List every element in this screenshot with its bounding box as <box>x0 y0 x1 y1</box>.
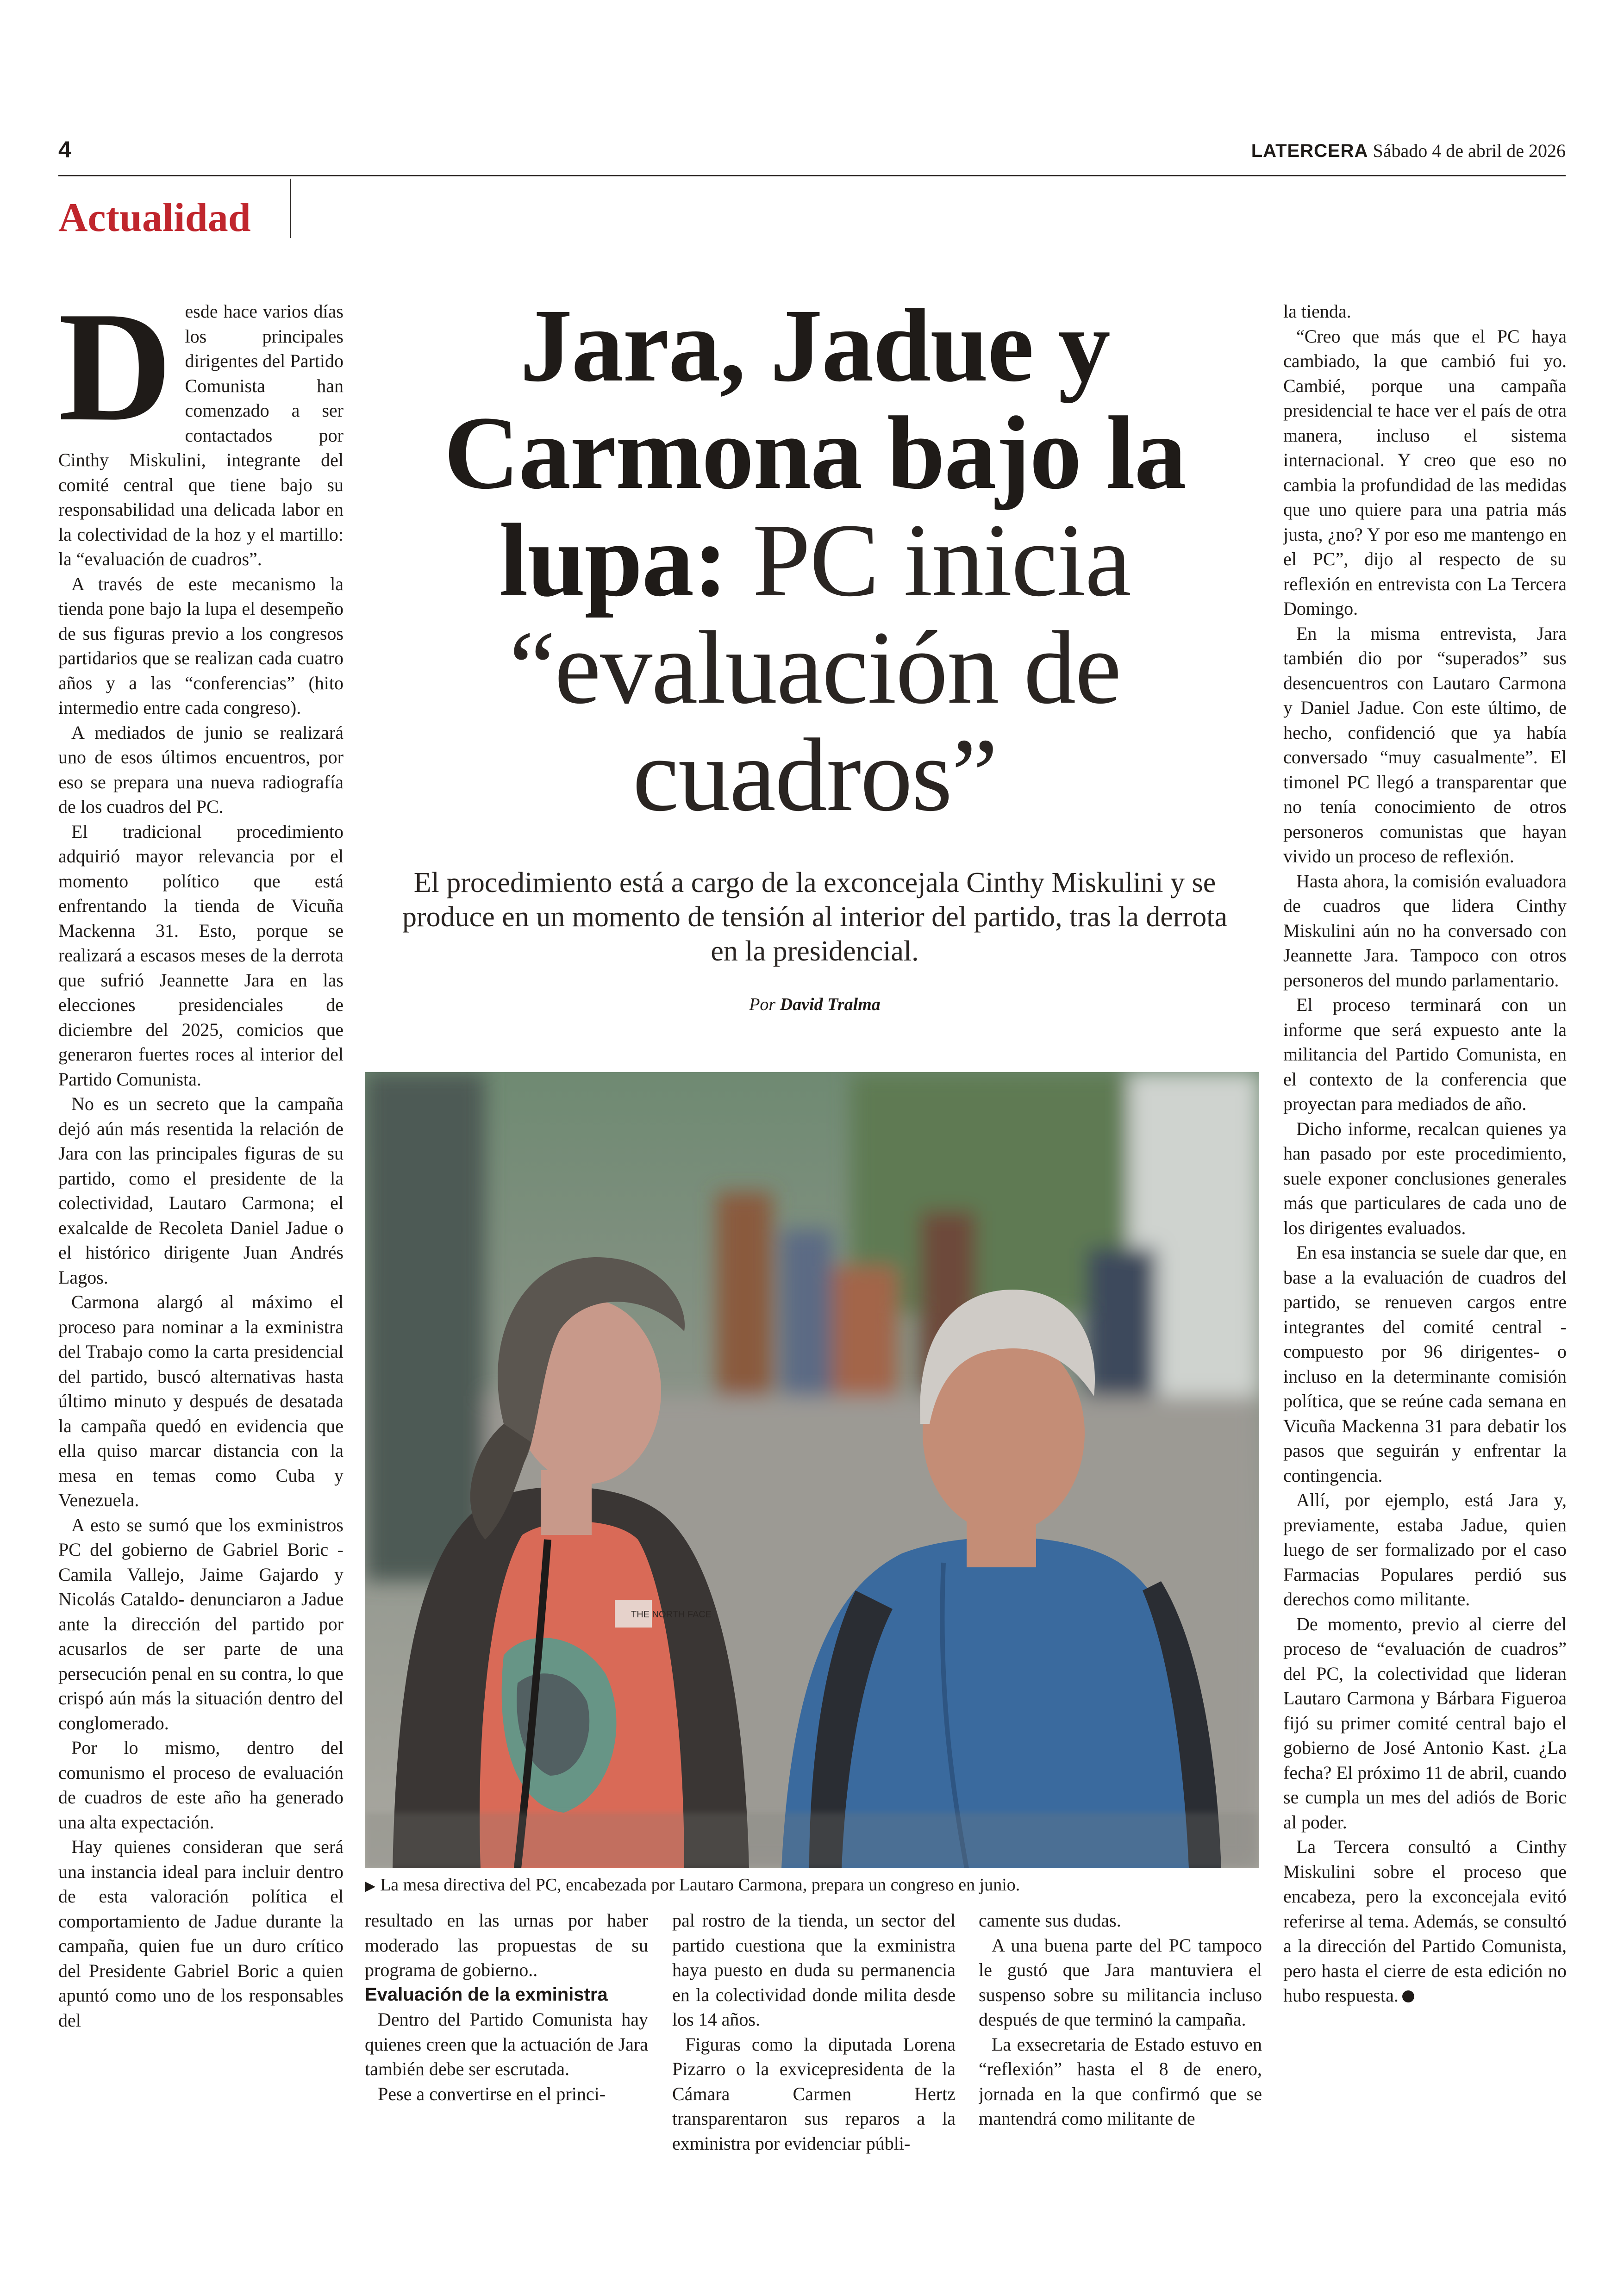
brand-name: LATERCERA <box>1251 141 1368 161</box>
paragraph-final <box>1283 1834 1567 2008</box>
byline <box>370 994 1259 1015</box>
final-paragraph-text: La Tercera consultó a Cinthy Miskulini sobre el proceso que encabeza, pero la exconcejala evitó referirse al tema. Además, se consultó a la dirección del Partido Comunista, pero hasta el cierre de esta edición no hubo respuesta. <box>1283 1836 1567 2006</box>
headline-light: PC inicia “evaluación de cuadros” <box>509 502 1131 833</box>
paragraph: A través de este mecanismo la tienda pone bajo la lupa el desempeño de sus figuras previo a los congresos partidarios que se realizan cada cuatro años y a las “conferencias” (hito intermedio entre cada congreso). <box>58 573 344 718</box>
paragraph: El tradicional procedimiento adquirió mayor relevancia por el momento político que está enfrentando la tienda de Vicuña Mackenna 31. Esto, porque se realizará a escasos meses de la derrota que sufrió Jeannette Jara en las elecciones presidenciales de diciembre del 2025, comicios que generaron fuertes roces al interior del Partido Comunista. <box>58 821 344 1090</box>
photo-vignette <box>365 1813 1259 1868</box>
article-column-5 <box>1283 299 1567 2180</box>
article-photo <box>365 1072 1259 1868</box>
article-column-2 <box>365 1908 648 2181</box>
paragraph: El proceso terminará con un informe que será expuesto ante la militancia del Partido Comunista, en el contexto de la conferencia que proyectan para mediados de año. <box>1283 994 1567 1114</box>
paragraph: Pese a convertirse en el princi- <box>378 2083 606 2104</box>
paragraph: Hasta ahora, la comisión evaluadora de cuadros que lidera Cinthy Miskulini aún no ha conversado con Jeannette Jara. Tampoco con otros personeros del mundo parlamentario. <box>1283 870 1567 991</box>
shirt-logo-text: THE NORTH FACE <box>631 1609 712 1620</box>
headline-bold: Jara, Jadue y Carmona bajo la lupa: <box>443 287 1186 618</box>
article-column-3 <box>672 1908 956 2181</box>
paragraph: La exsecretaria de Estado estuvo en “reflexión” hasta el 8 de enero, jornada en la que confirmó que se mantendrá como militante de <box>979 2033 1262 2129</box>
paragraph: la tienda. <box>1283 301 1351 322</box>
header-rule <box>58 175 1566 176</box>
paragraph: A una buena parte del PC tampoco le gustó que Jara mantuviera el suspenso sobre su militancia incluso después de que terminó la campaña. <box>979 1934 1262 2030</box>
end-of-article-icon <box>1402 1990 1414 2002</box>
paragraph: En la misma entrevista, Jara también dio por “superados” sus desencuentros con Lautaro Carmona y Daniel Jadue. Con este último, de hecho, confidenció que ya había conversado “muy casualmente”. El timonel PC llegó a transparentar que no tenía conocimiento de otros personeros comunistas que hayan vivido un proceso de reflexión. <box>1283 623 1567 867</box>
caption-text: La mesa directiva del PC, encabezada por Lautaro Carmona, prepara un congreso en junio. <box>380 1875 1020 1895</box>
paragraph: pal rostro de la tienda, un sector del partido cuestiona que la exministra haya puesto en duda su permanencia en la colectividad donde milita desde los 14 años. <box>672 1910 956 2030</box>
byline-prefix: Por <box>749 995 776 1014</box>
headline <box>370 287 1259 833</box>
paragraph: A esto se sumó que los exministros PC del gobierno de Gabriel Boric -Camila Vallejo, Jaime Gajardo y Nicolás Cataldo- denunciaron a Jadue ante la dirección del partido por acusarlos de ser parte de una persecución penal en su contra, lo que crispó aún más la situación dentro del conglomerado. <box>58 1514 344 1734</box>
paragraph: En esa instancia se suele dar que, en base a la evaluación de cuadros del partido, se renueven cargos entre integrantes del comité central -compuesto por 96 dirigentes- o incluso en la determinante comisión política, que se reúne cada semana en Vicuña Mackenna 31 para debatir los pasos que seguirán y enfrentar la contingencia. <box>1283 1242 1567 1486</box>
section-divider <box>290 179 291 238</box>
paragraph: esde hace varios días los principales dirigentes del Partido Comunista han comenzado a ser contactados por Cinthy Miskulini, integrante del comité central que tiene bajo su responsabilidad una delicada labor en la colectividad de la hoz y el martillo: la “evaluación de cuadros”. <box>58 301 344 569</box>
masthead <box>1251 140 1566 162</box>
paragraph: “Creo que más que el PC haya cambiado, la que cambió fui yo. Cambié, porque una campaña presidencial te hace ver el país de otra manera, incluso el sistema internacional. Y creo que eso no cambia la profundidad de las medidas que uno quiere para una patria más justa, ¿no? Y por eso me mantengo en el PC”, dijo al respecto de su reflexión en entrevista con La Tercera Domingo. <box>1283 325 1567 619</box>
page-number: 4 <box>58 137 71 162</box>
subheading: Evaluación de la exministra <box>365 1984 608 2005</box>
paragraph: resultado en las urnas por haber moderado las propuestas de su programa de gobierno.. <box>365 1910 648 1980</box>
article-column-1 <box>58 299 344 2180</box>
paragraph: A mediados de junio se realizará uno de esos últimos encuentros, por eso se prepara una nueva radiografía de los cuadros del PC. <box>58 722 344 817</box>
issue-date: Sábado 4 de abril de 2026 <box>1373 140 1566 161</box>
paragraph: Carmona alargó al máximo el proceso para nominar a la exministra del Trabajo como la carta presidencial del partido, buscó alternativas hasta último minuto y después de desatada la campaña quedó en evidencia que ella quiso marcar distancia con la mesa en temas como Cuba y Venezuela. <box>58 1291 344 1510</box>
photo-caption <box>365 1874 1272 1897</box>
article-column-4 <box>979 1908 1262 2181</box>
paragraph: camente sus dudas. <box>979 1910 1121 1931</box>
paragraph: Figuras como la diputada Lorena Pizarro o la exvicepresidenta de la Cámara Carmen Hertz transparentaron sus reparos a la exministra por evidenciar públi- <box>672 2033 956 2154</box>
section-label: Actualidad <box>58 195 251 240</box>
paragraph: Dicho informe, recalcan quienes ya han pasado por este procedimiento, suele exponer conclusiones generales más que particulares de cada uno de los dirigentes evaluados. <box>1283 1118 1567 1238</box>
drop-cap: D <box>58 299 172 454</box>
paragraph: Allí, por ejemplo, está Jara y, previamente, estaba Jadue, quien luego de ser formalizado por el caso Farmacias Populares perdió sus derechos como militante. <box>1283 1490 1567 1609</box>
paragraph: No es un secreto que la campaña dejó aún más resentida la relación de Jara con las principales figuras de su partido, como el presidente de la colectividad, Lautaro Carmona; el exalcalde de Recoleta Daniel Jadue o el histórico dirigente Juan Andrés Lagos. <box>58 1093 344 1288</box>
paragraph: Por lo mismo, dentro del comunismo el proceso de evaluación de cuadros de este año ha generado una alta expectación. <box>58 1737 344 1833</box>
deck: El procedimiento está a cargo de la exconcejala Cinthy Miskulini y se produce en un momento de tensión al interior del partido, tras la derrota en la presidencial. <box>402 867 1227 967</box>
paragraph: De momento, previo al cierre del proceso de “evaluación de cuadros” del PC, la colectividad que lideran Lautaro Carmona y Bárbara Figueroa fijó su primer comité central bajo el gobierno de José Antonio Kast. ¿La fecha? El próximo 11 de abril, cuando se cumpla un mes del adiós de Boric al poder. <box>1283 1613 1567 1833</box>
paragraph: Dentro del Partido Comunista hay quienes creen que la actuación de Jara también debe ser escrutada. <box>365 2009 648 2079</box>
byline-name: David Tralma <box>780 995 881 1014</box>
caption-arrow-icon: ▶ <box>365 1878 376 1894</box>
paragraph: Hay quienes consideran que será una instancia ideal para incluir dentro de esta valoración política el comportamiento de Jadue durante la campaña, quien fue un duro crítico del Presidente Gabriel Boric a quien apuntó como uno de los responsables del <box>58 1836 344 2031</box>
